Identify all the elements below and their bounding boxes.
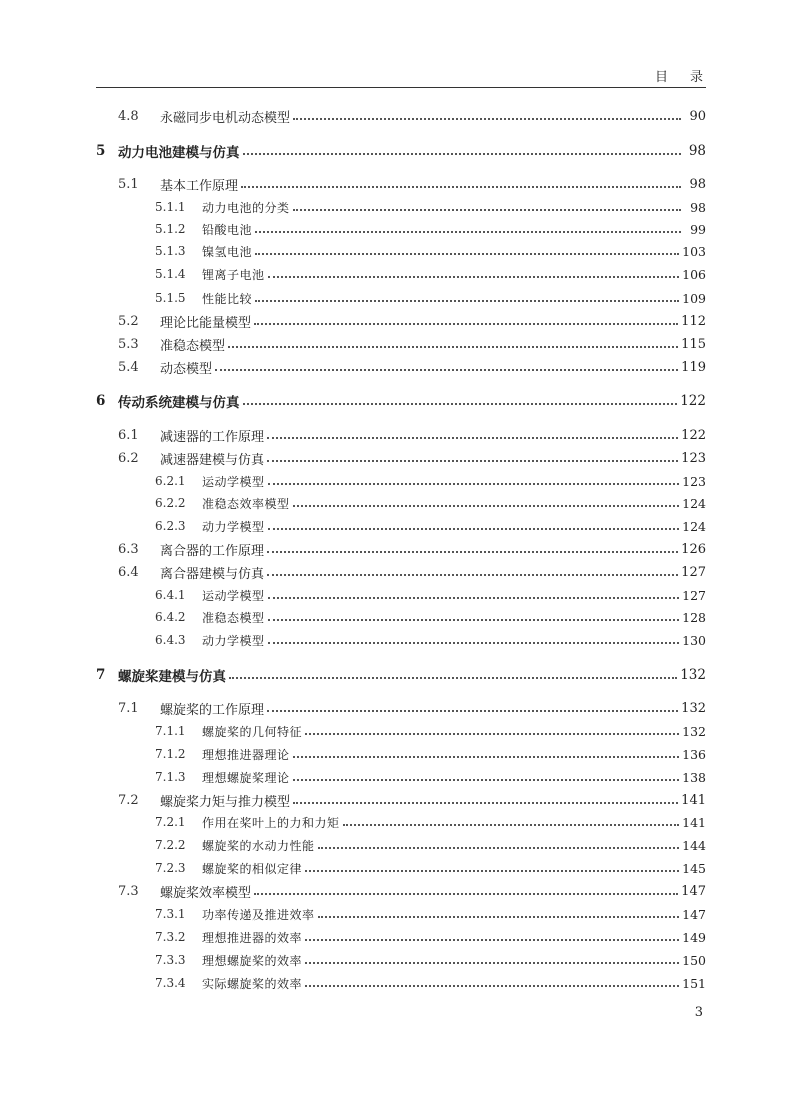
toc-entry-number: 6.2.3 <box>155 519 186 533</box>
toc-entry-subsection[interactable] <box>155 973 706 993</box>
toc-entry-title: 传动系统建模与仿真 <box>118 395 240 411</box>
toc-entry-subsection[interactable] <box>155 241 706 261</box>
toc-entry-title: 基本工作原理 <box>160 178 239 194</box>
toc-entry-page: 127 <box>682 587 706 603</box>
toc-entry-title: 锂离子电池 <box>202 267 265 282</box>
toc-entry-subsection[interactable] <box>155 950 706 970</box>
toc-entry-number: 7.2 <box>118 792 139 808</box>
toc-entry-number: 5.1.1 <box>155 200 186 214</box>
dot-leader <box>293 118 681 120</box>
running-header <box>655 66 703 85</box>
dot-leader <box>305 962 679 964</box>
dot-leader <box>305 870 679 872</box>
toc-entry-number: 6.4.3 <box>155 633 186 647</box>
toc-entry-page: 128 <box>682 609 706 625</box>
dot-leader <box>229 677 677 679</box>
dot-leader <box>228 346 678 348</box>
toc-entry-page: 99 <box>690 221 706 237</box>
toc-entry-title: 螺旋桨的几何特征 <box>202 724 303 739</box>
toc-entry-number: 7.3.2 <box>155 930 186 944</box>
dot-leader <box>268 483 680 485</box>
toc-entry-number: 7.2.1 <box>155 815 186 829</box>
toc-entry-subsection[interactable] <box>155 264 706 284</box>
toc-entry-subsection[interactable] <box>155 904 706 924</box>
toc-entry-page: 132 <box>680 667 706 683</box>
toc-entry-subsection[interactable] <box>155 630 706 650</box>
toc-entry-number: 6.4.1 <box>155 588 186 602</box>
toc-entry-title: 理想螺旋桨的效率 <box>202 953 303 968</box>
toc-entry-title: 实际螺旋桨的效率 <box>202 976 303 991</box>
toc-entry-subsection[interactable] <box>155 927 706 947</box>
toc-entry-title: 离合器的工作原理 <box>160 543 265 559</box>
toc-entry-subsection[interactable] <box>155 858 706 878</box>
dot-leader <box>267 437 678 439</box>
dot-leader <box>254 323 678 325</box>
dot-leader <box>241 186 681 188</box>
toc-entry-page: 132 <box>682 723 706 739</box>
toc-entry-page: 141 <box>682 814 706 830</box>
toc-entry-page: 126 <box>681 541 706 557</box>
dot-leader <box>268 597 680 599</box>
toc-entry-page: 119 <box>681 359 706 375</box>
toc-entry-page: 149 <box>682 929 706 945</box>
toc-entry-page: 109 <box>682 290 706 306</box>
toc-entry-subsection[interactable] <box>155 493 706 513</box>
toc-entry-title: 螺旋桨建模与仿真 <box>118 669 226 685</box>
dot-leader <box>255 253 679 255</box>
header-char-left: 目 <box>655 70 669 85</box>
toc-entry-title: 作用在桨叶上的力和力矩 <box>202 815 340 830</box>
toc-entry-subsection[interactable] <box>155 607 706 627</box>
toc-entry-number: 6.4 <box>118 564 139 580</box>
toc-entry-number: 6.2 <box>118 450 139 466</box>
dot-leader <box>305 733 679 735</box>
dot-leader <box>293 209 681 211</box>
dot-leader <box>268 276 680 278</box>
toc-entry-subsection[interactable] <box>155 835 706 855</box>
dot-leader <box>293 802 678 804</box>
toc-entry-number: 7 <box>96 667 106 683</box>
toc-entry-subsection[interactable] <box>155 471 706 491</box>
toc-entry-page: 147 <box>681 883 706 899</box>
toc-entry-section[interactable] <box>118 881 706 901</box>
dot-leader <box>305 985 679 987</box>
toc-entry-number: 5.1.4 <box>155 267 186 281</box>
toc-entry-title: 理论比能量模型 <box>160 315 252 331</box>
toc-entry-subsection[interactable] <box>155 585 706 605</box>
toc-entry-number: 5.4 <box>118 359 139 375</box>
toc-entry-title: 功率传递及推进效率 <box>202 907 315 922</box>
dot-leader <box>267 574 678 576</box>
toc-entry-title: 动力学模型 <box>202 633 265 648</box>
toc-entry-chapter[interactable] <box>96 665 706 685</box>
toc-entry-section[interactable] <box>118 357 706 377</box>
toc-entry-number: 5 <box>96 143 106 159</box>
toc-entry-subsection[interactable] <box>155 288 706 308</box>
toc-entry-page: 132 <box>681 700 706 716</box>
header-rule <box>96 87 706 88</box>
toc-entry-section[interactable] <box>118 174 706 194</box>
toc-entry-number: 6.3 <box>118 541 139 557</box>
dot-leader <box>343 824 680 826</box>
toc-entry-number: 5.1.3 <box>155 244 186 258</box>
toc-entry-number: 6.1 <box>118 427 139 443</box>
dot-leader <box>267 551 678 553</box>
toc-entry-page: 103 <box>682 243 706 259</box>
dot-leader <box>255 300 679 302</box>
dot-leader <box>293 756 680 758</box>
toc-entry-section[interactable] <box>118 106 706 126</box>
toc-entry-subsection[interactable] <box>155 812 706 832</box>
toc-entry-page: 136 <box>682 746 706 762</box>
toc-entry-page: 147 <box>682 906 706 922</box>
toc-entry-section[interactable] <box>118 562 706 582</box>
toc-entry-page: 123 <box>682 473 706 489</box>
toc-entry-title: 螺旋桨效率模型 <box>160 885 252 901</box>
toc-entry-subsection[interactable] <box>155 744 706 764</box>
toc-entry-title: 动力学模型 <box>202 519 265 534</box>
toc-entry-number: 7.3.3 <box>155 953 186 967</box>
toc-entry-title: 动力电池建模与仿真 <box>118 145 240 161</box>
toc-entry-title: 性能比较 <box>202 291 253 306</box>
toc-entry-title: 永磁同步电机动态模型 <box>160 110 291 126</box>
dot-leader <box>293 505 680 507</box>
toc-entry-subsection[interactable] <box>155 516 706 536</box>
toc-entry-number: 6.4.2 <box>155 610 186 624</box>
dot-leader <box>243 403 678 405</box>
toc-entry-page: 115 <box>681 336 706 352</box>
toc-entry-title: 理想推进器理论 <box>202 747 290 762</box>
toc-entry-page: 124 <box>682 518 706 534</box>
toc-entry-number: 5.1 <box>118 176 139 192</box>
toc-entry-title: 螺旋桨力矩与推力模型 <box>160 794 291 810</box>
toc-entry-number: 7.1.3 <box>155 770 186 784</box>
toc-entry-section[interactable] <box>118 448 706 468</box>
toc-entry-title: 准稳态模型 <box>160 338 226 354</box>
toc-entry-page: 141 <box>681 792 706 808</box>
toc-entry-number: 6.2.2 <box>155 496 186 510</box>
toc-entry-number: 7.3.4 <box>155 976 186 990</box>
toc-entry-title: 螺旋桨的水动力性能 <box>202 838 315 853</box>
toc-entry-chapter[interactable] <box>96 141 706 161</box>
toc-entry-number: 5.3 <box>118 336 139 352</box>
toc-entry-title: 镍氢电池 <box>202 244 253 259</box>
toc-entry-page: 90 <box>689 108 706 124</box>
dot-leader <box>293 779 680 781</box>
toc-entry-page: 151 <box>682 975 706 991</box>
toc-entry-page: 123 <box>681 450 706 466</box>
toc-entry-number: 5.1.2 <box>155 222 186 236</box>
toc-entry-number: 4.8 <box>118 108 139 124</box>
toc-entry-subsection[interactable] <box>155 219 706 239</box>
toc-entry-page: 98 <box>690 199 706 215</box>
toc-entry-page: 122 <box>680 393 706 409</box>
dot-leader <box>267 710 678 712</box>
toc-entry-section[interactable] <box>118 790 706 810</box>
toc-entry-number: 5.2 <box>118 313 139 329</box>
toc-entry-title: 螺旋桨的相似定律 <box>202 861 303 876</box>
dot-leader <box>267 460 678 462</box>
toc-entry-page: 106 <box>682 266 706 282</box>
toc-entry-page: 130 <box>682 632 706 648</box>
toc-entry-number: 7.3.1 <box>155 907 186 921</box>
dot-leader <box>255 231 681 233</box>
toc-entry-subsection[interactable] <box>155 721 706 741</box>
page-number: 3 <box>694 1005 703 1020</box>
toc-entry-chapter[interactable] <box>96 391 706 411</box>
toc-entry-title: 铅酸电池 <box>202 222 253 237</box>
toc-entry-page: 150 <box>682 952 706 968</box>
toc-entry-title: 减速器建模与仿真 <box>160 452 265 468</box>
toc-entry-title: 准稳态效率模型 <box>202 496 290 511</box>
dot-leader <box>254 893 678 895</box>
toc-entry-title: 动态模型 <box>160 361 213 377</box>
toc-entry-page: 98 <box>689 176 706 192</box>
toc-entry-page: 138 <box>682 769 706 785</box>
toc-entry-section[interactable] <box>118 311 706 331</box>
toc-entry-title: 动力电池的分类 <box>202 200 290 215</box>
header-char-right: 录 <box>689 70 703 85</box>
toc-entry-number: 6.2.1 <box>155 474 186 488</box>
toc-entry-number: 7.1 <box>118 700 139 716</box>
toc-entry-title: 离合器建模与仿真 <box>160 566 265 582</box>
toc-entry-page: 144 <box>682 837 706 853</box>
toc-entry-section[interactable] <box>118 698 706 718</box>
toc-entry-title: 理想螺旋桨理论 <box>202 770 290 785</box>
toc-entry-number: 7.1.1 <box>155 724 186 738</box>
toc-entry-page: 145 <box>682 860 706 876</box>
dot-leader <box>215 369 678 371</box>
toc-entry-number: 7.1.2 <box>155 747 186 761</box>
toc-entry-page: 112 <box>681 313 706 329</box>
toc-entry-number: 7.2.2 <box>155 838 186 852</box>
dot-leader <box>305 939 679 941</box>
toc-entry-section[interactable] <box>118 334 706 354</box>
toc-entry-number: 5.1.5 <box>155 291 186 305</box>
dot-leader <box>268 619 680 621</box>
toc-entry-title: 运动学模型 <box>202 588 265 603</box>
toc-entry-page: 122 <box>681 427 706 443</box>
dot-leader <box>268 642 680 644</box>
toc-entry-page: 98 <box>688 143 706 159</box>
toc-entry-number: 7.3 <box>118 883 139 899</box>
toc-entry-subsection[interactable] <box>155 767 706 787</box>
toc-entry-subsection[interactable] <box>155 197 706 217</box>
dot-leader <box>268 528 680 530</box>
toc-entry-section[interactable] <box>118 425 706 445</box>
dot-leader <box>243 153 682 155</box>
toc-entry-section[interactable] <box>118 539 706 559</box>
dot-leader <box>318 916 680 918</box>
toc-entry-title: 运动学模型 <box>202 474 265 489</box>
toc-entry-number: 6 <box>96 393 106 409</box>
toc-entry-title: 准稳态模型 <box>202 610 265 625</box>
toc-entry-page: 127 <box>681 564 706 580</box>
toc-entry-title: 理想推进器的效率 <box>202 930 303 945</box>
toc-entry-title: 螺旋桨的工作原理 <box>160 702 265 718</box>
dot-leader <box>318 847 680 849</box>
toc-entry-title: 减速器的工作原理 <box>160 429 265 445</box>
toc-entry-page: 124 <box>682 495 706 511</box>
toc-entry-number: 7.2.3 <box>155 861 186 875</box>
